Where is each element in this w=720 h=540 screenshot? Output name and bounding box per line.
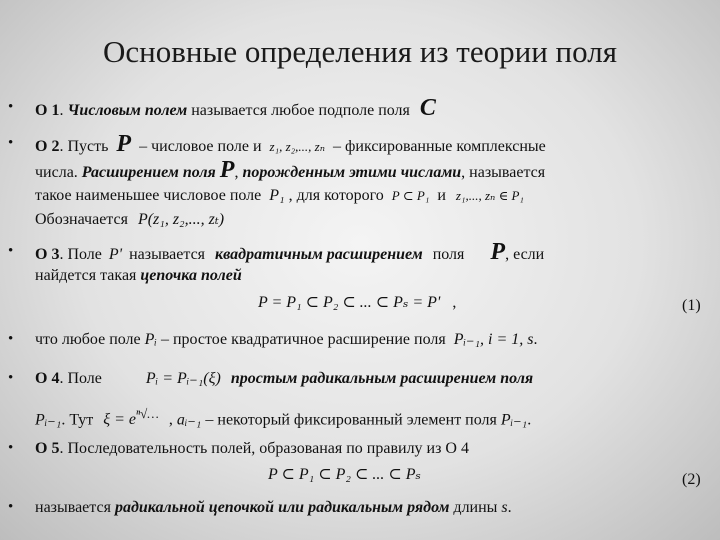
o4-end: . [527, 411, 532, 429]
cont1-text-b: – простое квадратичное расширение поля [160, 331, 446, 348]
o4-label: О 4 [35, 370, 60, 387]
o2-dash1: – числовое поле и [139, 138, 262, 155]
cont1-text-a: что любое поле [35, 331, 141, 348]
cont2-text-a: называется [35, 499, 111, 516]
o1-dot: . [59, 102, 64, 119]
continuation-1 [35, 330, 538, 350]
definition-o3-line2 [35, 266, 242, 286]
o3-line2-a: найдется такая [35, 267, 137, 284]
o2-p2: P [219, 157, 235, 183]
o3-term: квадратичным расширением [215, 246, 423, 263]
continuation-2 [35, 498, 512, 518]
o3-text-a: . Поле [59, 246, 102, 263]
o4-line2-c: – некоторый фиксированный элемент поля [205, 411, 497, 429]
o3-text-d: , если [505, 246, 545, 263]
o2-and: и [437, 187, 446, 204]
cont2-end: . [507, 499, 512, 516]
definition-o4-line1 [35, 369, 533, 389]
formula-1 [258, 292, 456, 312]
o3-p-prime: P' [108, 246, 123, 263]
o2-p: P [116, 131, 132, 157]
definition-o2-line3 [35, 186, 524, 206]
o2-zs: z₁, z₂,..., zₙ [269, 139, 326, 154]
o3-text-b: называется [129, 246, 206, 263]
o2-p1: P₁ [269, 187, 285, 204]
o3-label: О 3 [35, 246, 60, 263]
cont2-s: s [501, 499, 508, 516]
o2-label: О 2 [35, 138, 60, 155]
o2-line3-a: такое наименьшее числовое поле [35, 187, 262, 204]
o3-p: P [490, 239, 506, 265]
o4-a: aᵢ₋₁ [176, 411, 202, 429]
definition-o2-line4 [35, 210, 224, 230]
equation-number-2: (2) [682, 471, 701, 488]
o2-line3-b: , для которого [288, 187, 384, 204]
o1-field-c: C [419, 95, 436, 121]
cont1-end: . [533, 331, 538, 348]
cont2-text-b: длины [453, 499, 498, 516]
formula-2: P ⊂ P₁ ⊂ P₂ ⊂ ... ⊂ Pₛ [268, 466, 421, 483]
bullet: • [8, 243, 14, 259]
cont1-range: , i = 1, s [480, 331, 534, 348]
o2-line4: Обозначается [35, 211, 128, 228]
o2-comma: , [234, 164, 239, 181]
definition-o5 [35, 439, 469, 459]
bullet: • [8, 440, 14, 456]
bullet: • [8, 135, 14, 151]
definition-o2-line1 [35, 131, 546, 157]
bullet: • [8, 331, 14, 347]
o4-xi: ξ = e [103, 411, 137, 429]
bullet: • [8, 499, 14, 515]
o1-text: называется любое подполе поля [191, 102, 410, 119]
definition-o2-line2 [35, 157, 546, 183]
o4-term: простым радикальным расширением поля [230, 370, 534, 387]
o4-formula: Pᵢ = Pᵢ₋₁(ξ) [145, 370, 221, 387]
o4-line2-a: . Тут [61, 411, 94, 429]
o4-text-a: . Поле [59, 370, 102, 387]
o2-dash2: – фиксированные комплексные [333, 138, 546, 155]
o2-subset: P ⊂ P₁ [391, 188, 430, 203]
o2-line2-b: , называется [461, 164, 546, 181]
bullet: • [8, 99, 14, 115]
cont1-pim1: Pᵢ₋₁ [453, 331, 481, 348]
definition-o3-line1 [35, 239, 545, 265]
o2-zin: z₁,..., zₙ ∈ P₁ [455, 188, 524, 203]
definition-o4-line2 [35, 404, 531, 430]
o4-line2-b: , [168, 411, 173, 429]
o3-formula: P = P₁ ⊂ P₂ ⊂ ... ⊂ Pₛ = P' [258, 294, 441, 311]
o3-formula-comma: , [452, 294, 457, 311]
o2-pust: . Пусть [59, 138, 109, 155]
o2-notation: P(z₁, z₂,..., zₜ) [137, 211, 225, 228]
o1-term: Числовым полем [67, 102, 188, 119]
o2-line2-a: числа. [35, 164, 78, 181]
bullet: • [8, 370, 14, 386]
o2-term2: порожденным этими числами [242, 164, 462, 181]
o4-xi-exp: ⁿ√… [136, 406, 159, 421]
o3-text-c: поля [432, 246, 465, 263]
definition-o1 [35, 95, 436, 121]
cont1-pi: Pᵢ [144, 331, 157, 348]
o1-label: О 1 [35, 102, 60, 119]
o4-line2-pim1: Pᵢ₋₁ [35, 411, 62, 429]
o4-pim1-end: Pᵢ₋₁ [500, 411, 528, 429]
equation-number-1: (1) [682, 297, 701, 314]
o5-text: . Последовательность полей, образованая по правилу из О 4 [59, 440, 469, 457]
o2-term1: Расширением поля [81, 164, 216, 181]
cont2-term: радикальной цепочкой или радикальным рядом [114, 499, 450, 516]
o5-label: О 5 [35, 440, 60, 457]
slide-title: Основные определения из теории поля [103, 34, 617, 69]
o3-term2: цепочка полей [140, 267, 242, 284]
